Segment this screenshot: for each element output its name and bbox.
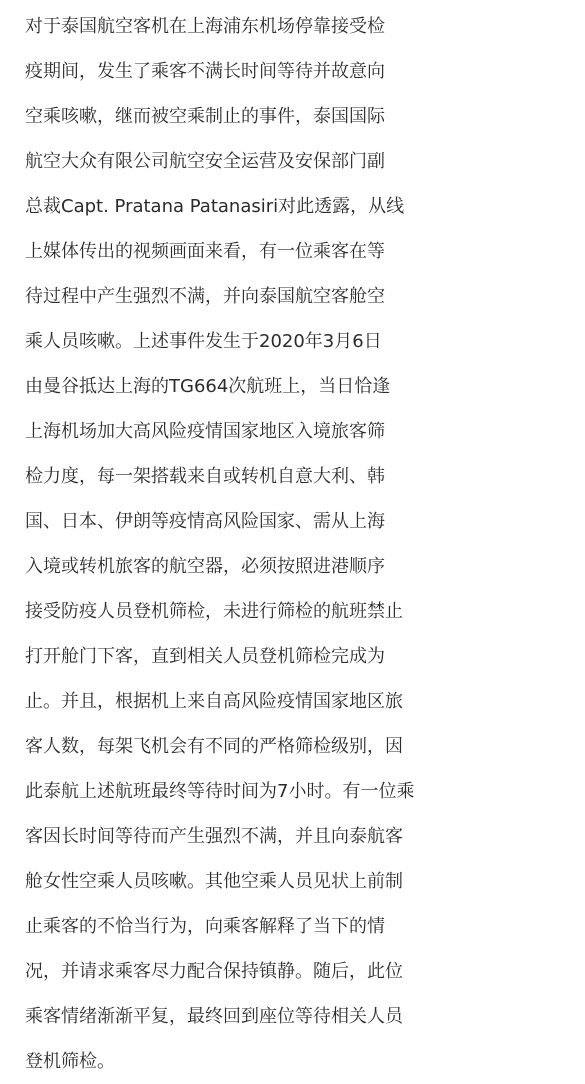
article-line: 止乘客的不恰当行为，向乘客解释了当下的情 — [25, 916, 385, 937]
article-line: 由曼谷抵达上海的TG664次航班上，当日恰逢 — [25, 376, 391, 397]
article-line: 乘客情绪渐渐平复，最终回到座位等待相关人员 — [25, 1006, 403, 1027]
article-line: 待过程中产生强烈不满，并向泰国航空客舱空 — [25, 286, 385, 307]
article-line: 疫期间，发生了乘客不满长时间等待并故意向 — [25, 61, 385, 82]
article-line: 上海机场加大高风险疫情国家地区入境旅客筛 — [25, 421, 385, 442]
article-line: 舱女性空乘人员咳嗽。其他空乘人员见状上前制 — [25, 871, 403, 892]
article-line: 接受防疫人员登机筛检，未进行筛检的航班禁止 — [25, 601, 403, 622]
article-line: 检力度，每一架搭载来自或转机自意大利、韩 — [25, 466, 385, 487]
article-line: 国、日本、伊朗等疫情高风险国家、需从上海 — [25, 511, 385, 532]
article-line: 登机筛检。 — [25, 1051, 115, 1072]
article-line: 航空大众有限公司航空安全运营及安保部门副 — [25, 151, 385, 172]
article-line: 对于泰国航空客机在上海浦东机场停靠接受检 — [25, 16, 385, 37]
article-line: 打开舱门下客，直到相关人员登机筛检完成为 — [25, 646, 385, 667]
article-line: 止。并且，根据机上来自高风险疫情国家地区旅 — [25, 691, 403, 712]
article-line: 乘人员咳嗽。上述事件发生于2020年3月6日 — [25, 331, 382, 352]
article-line: 空乘咳嗽，继而被空乘制止的事件，泰国国际 — [25, 106, 385, 127]
article-line: 客人数，每架飞机会有不同的严格筛检级别，因 — [25, 736, 403, 757]
article-line: 况，并请求乘客尽力配合保持镇静。随后，此位 — [25, 961, 403, 982]
article-line: 客因长时间等待而产生强烈不满，并且向泰航客 — [25, 826, 403, 847]
article-line: 入境或转机旅客的航空器，必须按照进港顺序 — [25, 556, 385, 577]
article-line: 总裁Capt. Pratana Patanasiri对此透露，从线 — [25, 196, 405, 217]
article-line: 此泰航上述航班最终等待时间为7小时。有一位乘 — [25, 781, 415, 802]
article-line: 上媒体传出的视频画面来看，有一位乘客在等 — [25, 241, 385, 262]
article-body — [25, 4, 570, 1084]
